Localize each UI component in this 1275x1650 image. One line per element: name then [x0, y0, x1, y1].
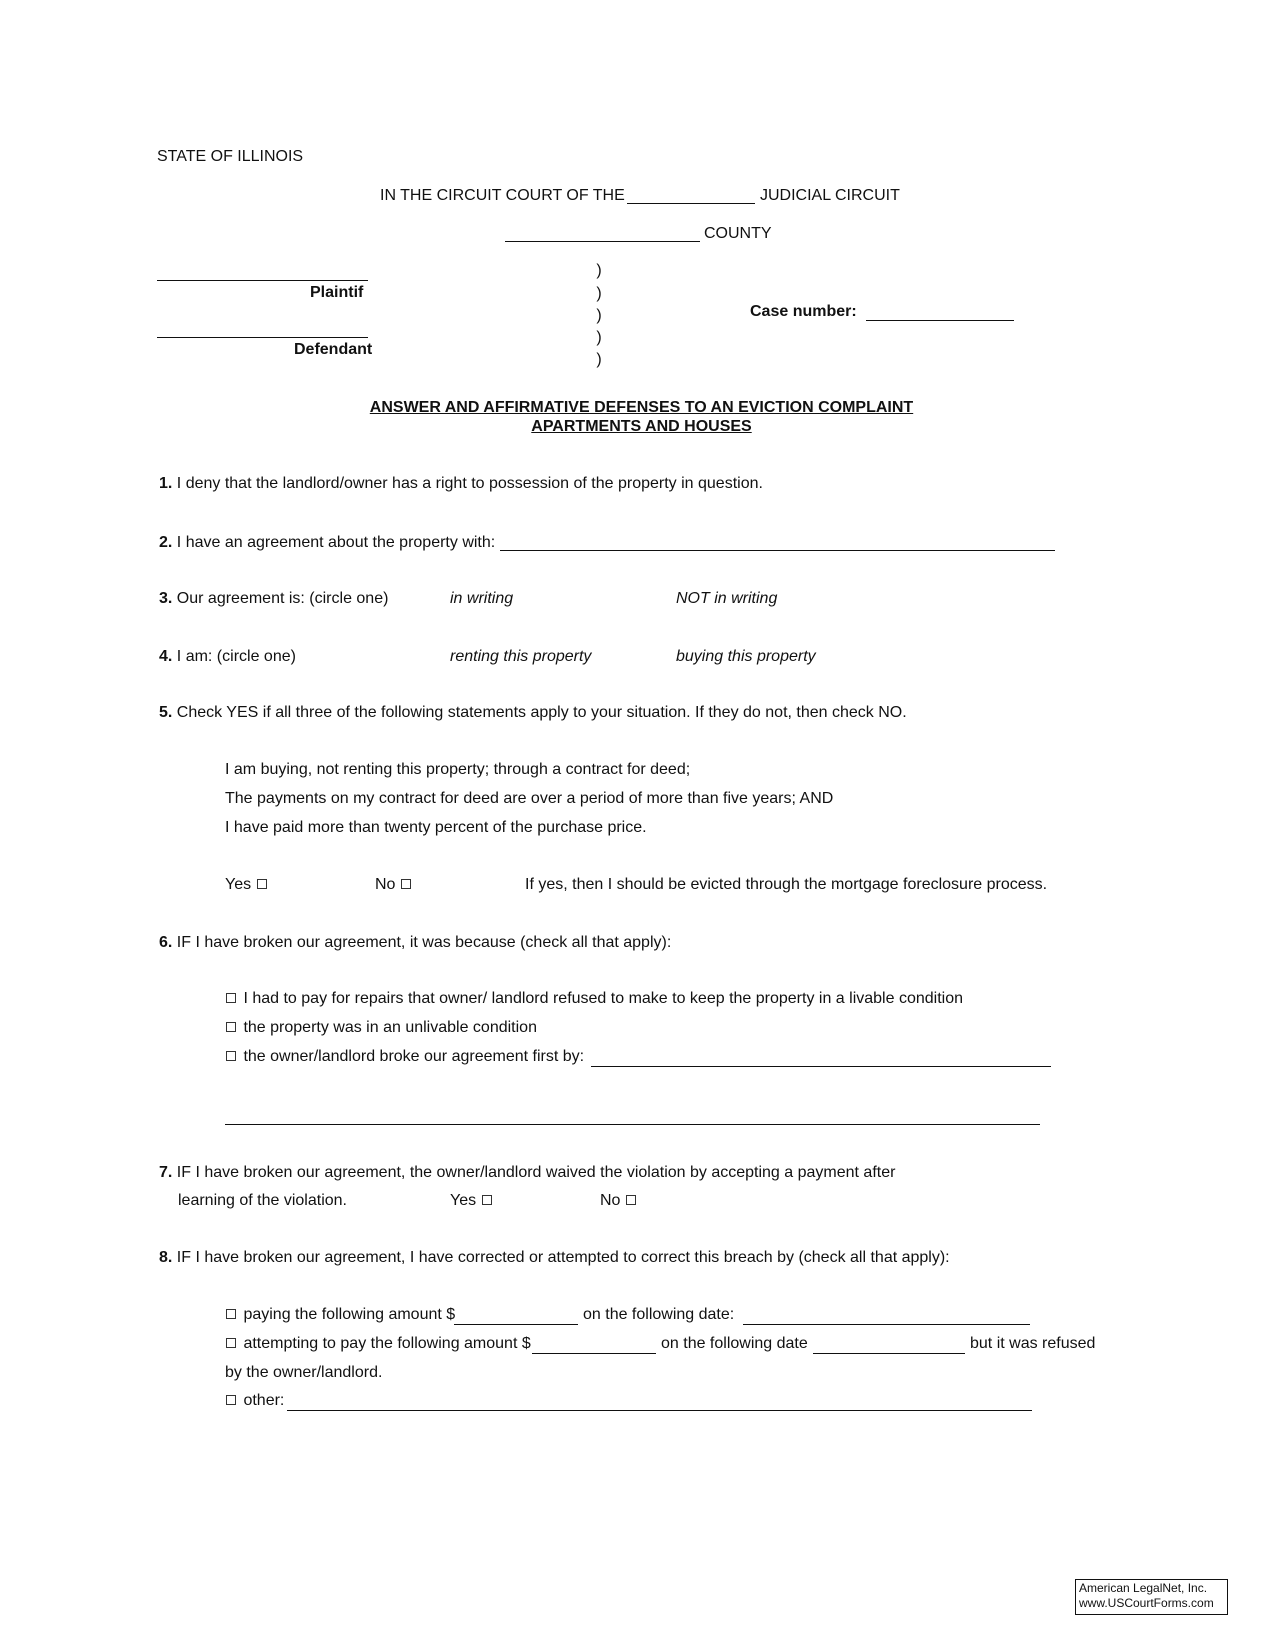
other-field[interactable]: [287, 1410, 1032, 1411]
item-number: 2.: [159, 534, 173, 551]
no-label: No: [375, 876, 396, 893]
item-3: [159, 589, 388, 609]
item-7-text: IF I have broken our agreement, the owner/landlord waived the violation by accepting a payment after: [176, 1164, 896, 1181]
checkbox[interactable]: [226, 993, 236, 1003]
item-number: 5.: [159, 704, 173, 721]
defendant-field[interactable]: [157, 337, 368, 338]
foreclosure-note: If yes, then I should be evicted through the mortgage foreclosure process.: [525, 876, 1048, 893]
paid-date-label: on the following date:: [583, 1306, 735, 1323]
item-6-text: IF I have broken our agreement, it was because (check all that apply):: [176, 934, 672, 951]
caption-paren: ): [596, 262, 602, 279]
yes-checkbox[interactable]: [257, 879, 267, 889]
item-1-text: I deny that the landlord/owner has a right to possession of the property in question.: [176, 475, 763, 492]
no-checkbox[interactable]: [401, 879, 411, 889]
option-label: the owner/landlord broke our agreement first by:: [243, 1048, 585, 1065]
option-label: the property was in an unlivable condition: [243, 1019, 537, 1036]
caption-paren: ): [596, 307, 602, 324]
option-in-writing[interactable]: in writing: [450, 590, 514, 607]
option-label: other:: [243, 1392, 285, 1409]
item-4-text: I am: (circle one): [176, 648, 296, 665]
attempted-date-field[interactable]: [813, 1353, 965, 1354]
judicial-circuit-field[interactable]: [627, 203, 755, 204]
attempted-amount-field[interactable]: [532, 1353, 656, 1354]
agreement-party-field[interactable]: [500, 550, 1055, 551]
paid-date-field[interactable]: [743, 1324, 1030, 1325]
caption-paren: ): [596, 329, 602, 346]
item-8-option-other: [225, 1391, 284, 1411]
item-5-yes: [225, 875, 270, 895]
publisher-name: American LegalNet, Inc.: [1079, 1581, 1208, 1595]
publisher-box: [1075, 1579, 1228, 1615]
landlord-breach-field[interactable]: [591, 1066, 1051, 1067]
statement: I am buying, not renting this property; through a contract for deed;: [225, 761, 691, 778]
item-3-text: Our agreement is: (circle one): [176, 590, 389, 607]
state-heading: STATE OF ILLINOIS: [157, 148, 304, 165]
case-number-field[interactable]: [866, 320, 1014, 321]
checkbox[interactable]: [226, 1051, 236, 1061]
paid-amount-field[interactable]: [454, 1324, 578, 1325]
item-8-option-paid: [225, 1305, 455, 1325]
item-6-option-repairs: [225, 989, 963, 1009]
refused-label: but it was refused: [970, 1335, 1096, 1352]
item-7-yes: [450, 1191, 495, 1211]
court-suffix: JUDICIAL CIRCUIT: [760, 187, 900, 204]
landlord-breach-field-continued[interactable]: [225, 1124, 1040, 1125]
item-7: [159, 1163, 895, 1183]
yes-label: Yes: [225, 876, 252, 893]
no-checkbox[interactable]: [626, 1195, 636, 1205]
item-5: [159, 703, 907, 723]
item-number: 6.: [159, 934, 173, 951]
option-label: attempting to pay the following amount $: [243, 1335, 531, 1352]
item-number: 4.: [159, 648, 173, 665]
court-prefix: IN THE CIRCUIT COURT OF THE: [380, 187, 625, 204]
item-number: 7.: [159, 1164, 173, 1181]
checkbox[interactable]: [226, 1309, 236, 1319]
item-8: [159, 1248, 950, 1268]
item-number: 3.: [159, 590, 173, 607]
checkbox[interactable]: [226, 1022, 236, 1032]
caption-paren: ): [596, 351, 602, 368]
case-number-label: Case number:: [750, 303, 857, 320]
county-field[interactable]: [505, 241, 700, 242]
item-number: 1.: [159, 475, 173, 492]
statement: I have paid more than twenty percent of the purchase price.: [225, 819, 647, 836]
yes-checkbox[interactable]: [482, 1195, 492, 1205]
item-7-text-continued: learning of the violation.: [178, 1192, 347, 1209]
item-7-no: [600, 1191, 639, 1211]
attempted-date-label: on the following date: [661, 1335, 808, 1352]
option-label: I had to pay for repairs that owner/ landlord refused to make to keep the property in a livable condition: [243, 990, 963, 1007]
publisher-url: www.USCourtForms.com: [1079, 1596, 1214, 1610]
statement: The payments on my contract for deed are over a period of more than five years; AND: [225, 790, 834, 807]
no-label: No: [600, 1192, 621, 1209]
refused-label-continued: by the owner/landlord.: [225, 1364, 383, 1381]
plaintiff-field[interactable]: [157, 280, 368, 281]
item-6: [159, 933, 671, 953]
option-renting[interactable]: renting this property: [450, 648, 592, 665]
checkbox[interactable]: [226, 1395, 236, 1405]
caption-paren: ): [596, 285, 602, 302]
checkbox[interactable]: [226, 1338, 236, 1348]
item-5-text: Check YES if all three of the following statements apply to your situation. If they do not, then check NO.: [176, 704, 907, 721]
form-title-line2: APARTMENTS AND HOUSES: [531, 418, 752, 435]
option-label: paying the following amount $: [243, 1306, 456, 1323]
item-6-option-landlord-broke: [225, 1047, 584, 1067]
option-buying[interactable]: buying this property: [676, 648, 816, 665]
yes-label: Yes: [450, 1192, 477, 1209]
plaintiff-label: Plaintif: [310, 284, 364, 301]
defendant-label: Defendant: [294, 341, 373, 358]
item-number: 8.: [159, 1249, 173, 1266]
item-8-text: IF I have broken our agreement, I have corrected or attempted to correct this breach by (check all that apply):: [176, 1249, 950, 1266]
option-not-in-writing[interactable]: NOT in writing: [676, 590, 778, 607]
item-4: [159, 647, 296, 667]
item-1: [159, 474, 763, 494]
item-8-option-attempted: [225, 1334, 531, 1354]
item-2: [159, 533, 495, 553]
item-6-option-unlivable: [225, 1018, 537, 1038]
county-label: COUNTY: [704, 225, 772, 242]
form-title-line1: ANSWER AND AFFIRMATIVE DEFENSES TO AN EVICTION COMPLAINT: [369, 399, 914, 416]
item-2-text: I have an agreement about the property with:: [176, 534, 496, 551]
item-5-no: [375, 875, 414, 895]
